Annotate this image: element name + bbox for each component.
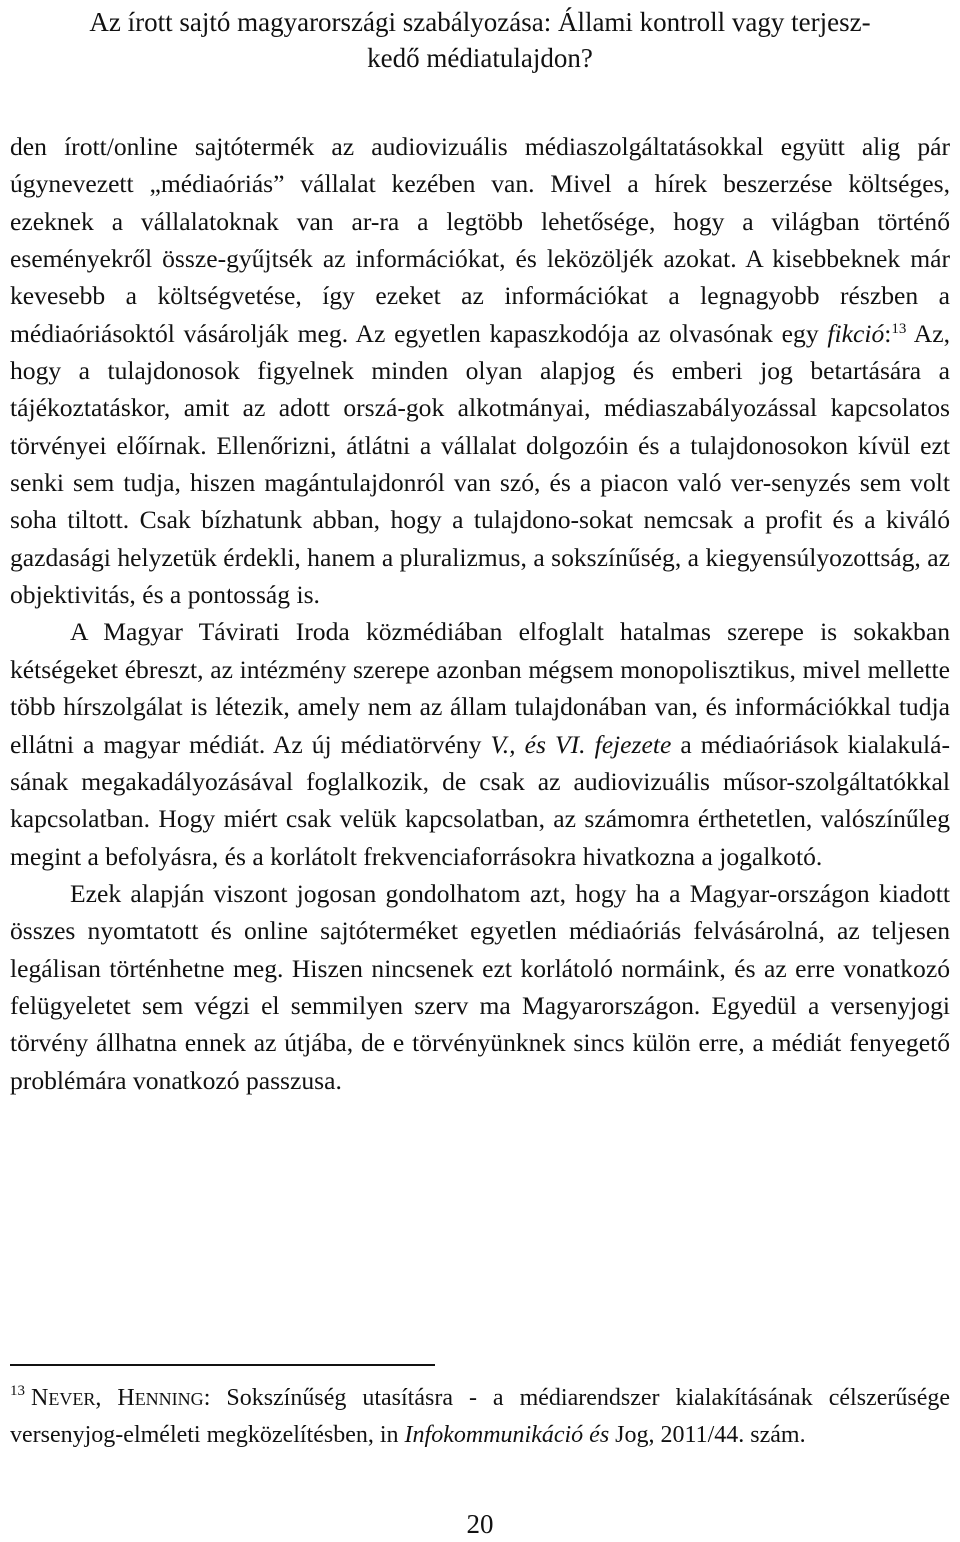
paragraph-1-text-a: den írott/online sajtótermék az audiovizuális médiaszolgáltatásokkal együtt alig pár úgynevezett „médiaóriás” vállalat kezében van. Mivel a hírek beszerzése költséges, ezeknek a vállalatoknak van ar-ra a legtöbb lehetősége, hogy a világban történő eseményekről össze-gyűjtsék az információkat, és leközöljék azokat. A kisebbeknek már kevesebb a költségvetése, így ezeket az információkat a legnagyobb részben a médiaóriásoktól vásárolják meg. Az egyetlen kapaszkodója az olvasónak egy — [10, 132, 950, 348]
footnote-reference[interactable]: 13 — [891, 320, 907, 337]
paragraph-3: Ezek alapján viszont jogosan gondolhatom azt, hogy ha a Magyar-országon kiadott összes nyomtatott és online sajtóterméket egyetlen médiaóriás felvásárolná, az teljesen legálisan történhetne meg. Hiszen nincsenek ezt korlátoló normáink, és az erre vonatkozó felügyeletet sem végzi el semmilyen szerv ma Magyarországon. Egyedül a versenyjogi törvény állhatna ennek az útjába, de e törvényünknek sincs külön erre, a médiát fenyegető problémára vonatkozó passzusa. — [10, 878, 950, 1095]
footnote-author-b-rest: ENNING — [134, 1389, 204, 1409]
header-line-2: kedő médiatulajdon? — [367, 43, 593, 73]
footnote-journal: Infokommunikáció és — [404, 1422, 610, 1448]
header-line-1: Az írott sajtó magyarországi szabályozása: Állami kontroll vagy terjesz- — [89, 7, 871, 37]
footnote-author-b-initial: H — [117, 1385, 135, 1411]
footnote-text-a: : Sokszínűség utasításra - a médiarendszer kialakításának célszerűsége versenyjog-elméleti megközelítésben, in — [10, 1385, 950, 1448]
term-fikcio: fikció — [827, 318, 885, 348]
running-header — [10, 4, 950, 76]
paragraph-2 — [10, 613, 950, 874]
paragraph-1 — [10, 128, 950, 613]
paragraph-1-colon: : — [884, 318, 892, 348]
paragraph-2-text-b: a médiaóriások kialakulá-sának megakadályozásával foglalkozik, de csak az audiovizuális műsor-szolgáltatókkal kapcsolatban. Hogy miért csak velük kapcsolatban, az számomra érthetetlen, valószínűleg megint a befolyásra, és a korlátolt frekvenciaforrásokra hivatkozna a jogalkotó. — [10, 729, 950, 871]
paragraph-1-text-b: Az, hogy a tulajdonosok figyelnek minden olyan alapjog és emberi jog betartására a tájékoztatáskor, amit az adott orszá-gok alkotmányai, médiaszabályozással kapcsolatos törvényei előírnak. Ellenőrizni, átlátni a vállalat dolgozóin és a tulajdonosokon kívül ezt senki sem tudja, hiszen magántulajdonról van szó, és a piacon való ver-senyzés sem volt soha tiltott. Csak bízhatunk abban, hogy a tulajdono-sokat nemcsak a profit és a kiváló gazdasági helyzetük érdekli, hanem a pluralizmus, a sokszínűség, a kiegyensúlyozottság, az objektivitás, és a pontosság is. — [10, 318, 950, 610]
body-text — [10, 128, 950, 1099]
footnote-author-a-initial: N — [31, 1385, 49, 1411]
law-chapter-reference: V., és VI. fejezete — [490, 729, 672, 759]
footnote-separator — [10, 1364, 435, 1366]
footnote-text-b: Jog, 2011/44. szám. — [609, 1422, 806, 1448]
footnote-number: 13 — [10, 1383, 25, 1399]
paragraph-2-text-a: A Magyar Távirati Iroda közmédiában elfoglalt hatalmas szerepe is sokakban kétségeket ébreszt, az intézmény szerepe azonban mégsem monopolisztikus, mivel mellette több hírszolgálat is létezik, amely nem az állam tulajdonában van, és információkkal tudja ellátni a magyar médiát. Az új médiatörvény — [10, 617, 950, 759]
page-number: 20 — [466, 1509, 494, 1539]
footnote-author-a-rest: EVER — [48, 1389, 96, 1409]
footnote — [10, 1380, 950, 1453]
footnote-author-separator: , — [95, 1385, 118, 1411]
